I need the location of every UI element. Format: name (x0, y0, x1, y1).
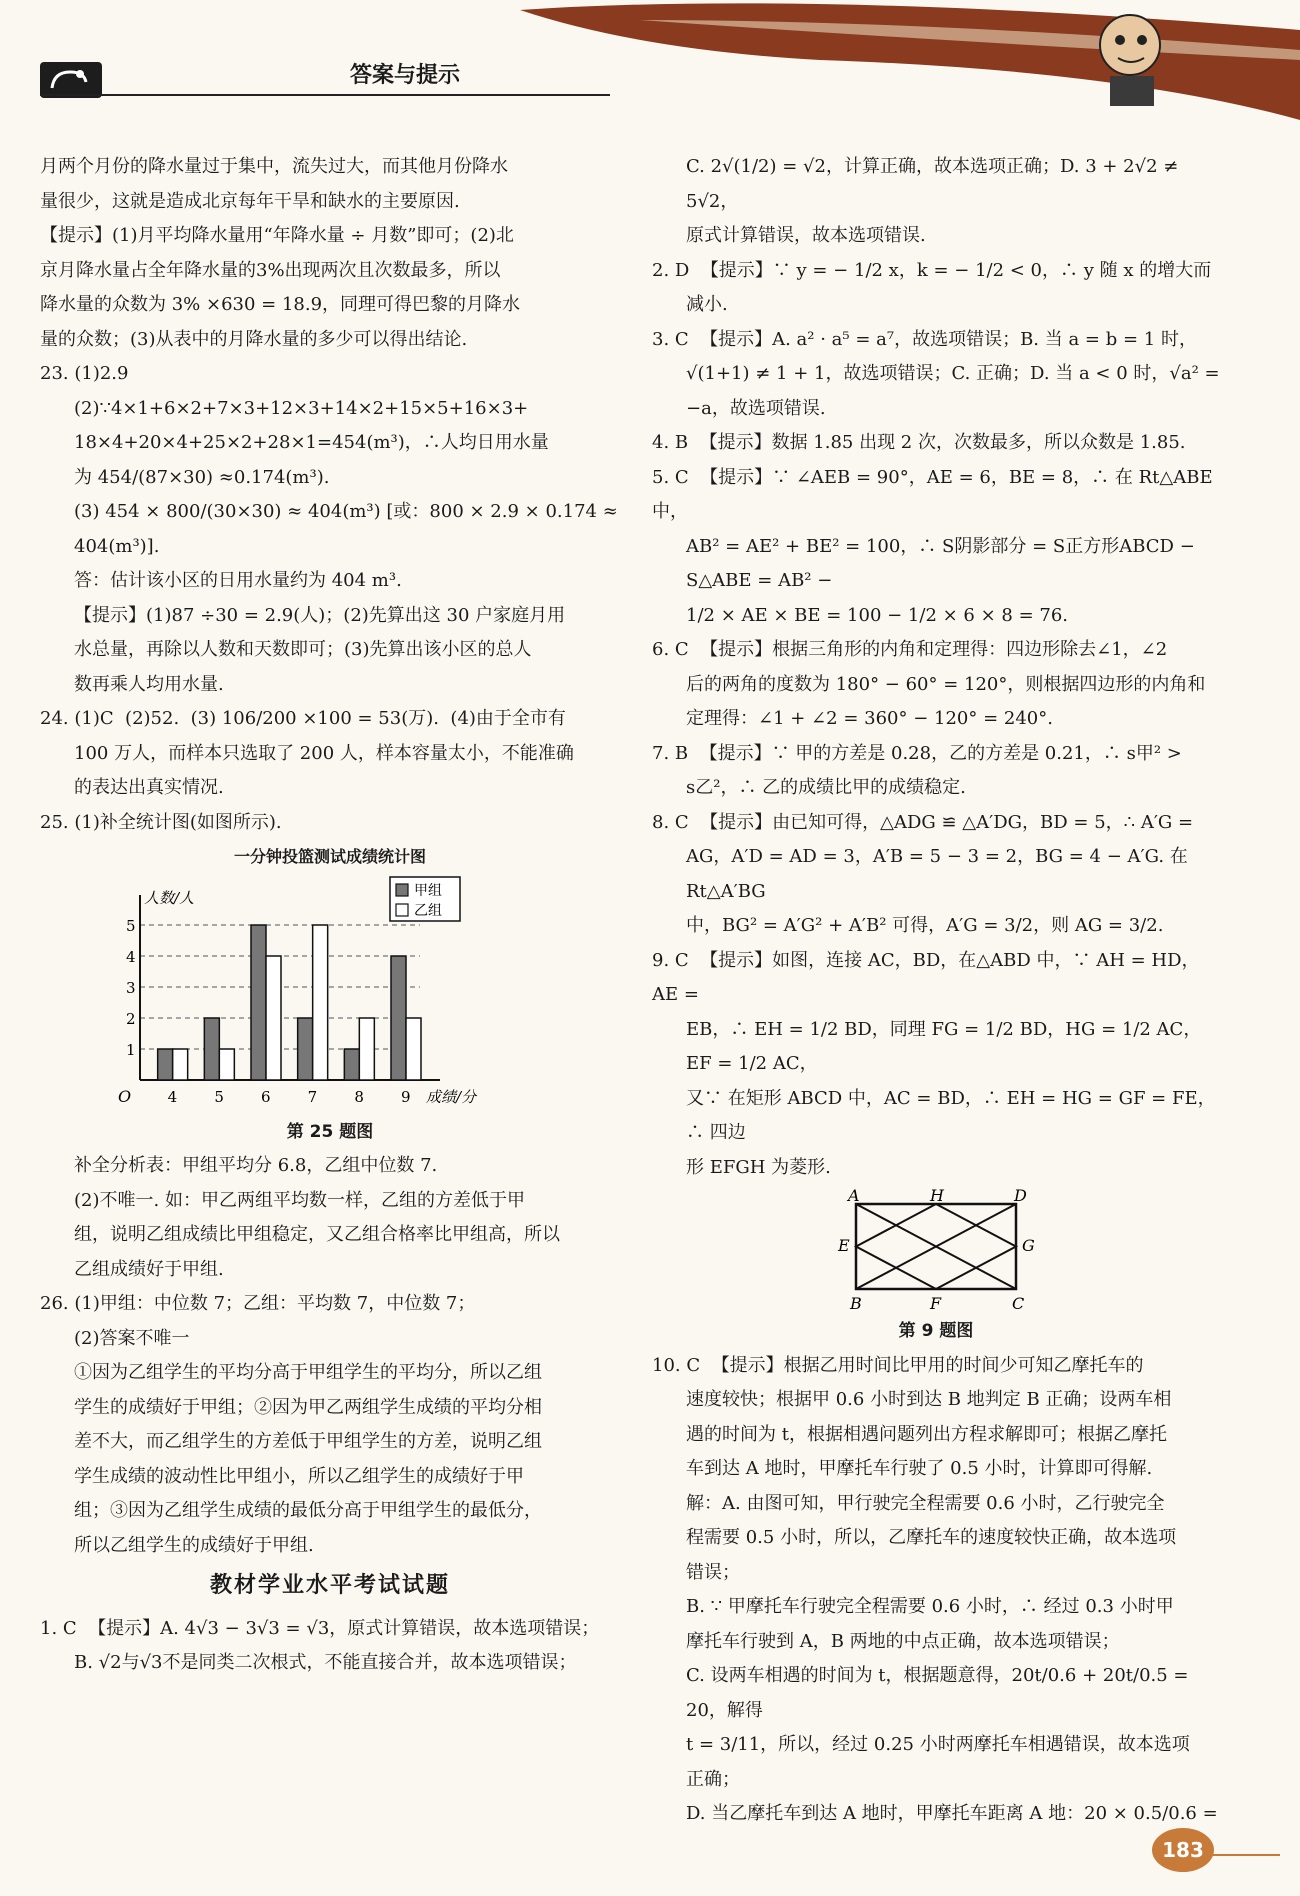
x-tick-label: 8 (354, 1087, 364, 1106)
text-line: 9. C 【提示】如图，连接 AC，BD，在△ABD 中，∵ AH = HD，AE = (652, 949, 1200, 1005)
text-line: 中，BG² = A′G² + A′B² 可得，A′G = 3/2，则 AG = 3/2. (686, 915, 1164, 936)
bar-yi (219, 1049, 234, 1080)
text-line: 4. B 【提示】数据 1.85 出现 2 次，次数最多，所以众数是 1.85. (652, 432, 1186, 453)
chart-title: 一分钟投篮测试成绩统计图 (233, 847, 426, 866)
text-line: 学生的成绩好于甲组；②因为甲乙两组学生成绩的平均分相 (74, 1396, 542, 1418)
text-line: 原式计算错误，故本选项错误. (686, 225, 926, 246)
text-line: 组；③因为乙组学生成绩的最低分高于甲组学生的最低分， (74, 1500, 542, 1521)
x-tick-label: 5 (214, 1087, 224, 1106)
x-tick-label: 7 (307, 1087, 318, 1106)
text-line: D. 当乙摩托车到达 A 地时，甲摩托车距离 A 地：20 × 0.5/0.6 = (686, 1803, 1218, 1824)
right-column (652, 150, 1220, 1832)
text-line: 24. (1)C (2)52. (3) 106/200 ×100 = 53(万). (4)由于全市有 (40, 708, 566, 729)
origin-label: O (118, 1086, 132, 1106)
text-line: 404(m³)]. (74, 535, 160, 557)
text-line: t = 3/11，所以，经过 0.25 小时两摩托车相遇错误，故本选项 (686, 1734, 1190, 1755)
bar-jia (391, 956, 406, 1080)
vertex-label-d: D (1014, 1189, 1027, 1205)
text-line: 月两个月份的降水量过于集中，流失过大，而其他月份降水 (40, 156, 508, 177)
text-line: C. 2√(1/2) = √2，计算正确，故本选项正确；D. 3 + 2√2 ≠ 5√2， (686, 156, 1185, 212)
text-line: 为 454/(87×30) ≈0.174(m³). (74, 466, 330, 488)
text-line: 25. (1)补全统计图(如图所示). (40, 811, 282, 833)
text-line: B. ∵ 甲摩托车行驶完全程需要 0.6 小时，∴ 经过 0.3 小时甲 (686, 1596, 1174, 1617)
vertex-label-h: H (930, 1189, 944, 1205)
page-number: 183 (1152, 1828, 1214, 1872)
bar-yi (266, 956, 281, 1080)
text-line: 答：估计该小区的日用水量约为 404 m³. (74, 570, 402, 591)
text-line: √(1+1) ≠ 1 + 1，故选项错误；C. 正确；D. 当 a < 0 时，√a² = (686, 363, 1220, 384)
text-line: EB，∴ EH = 1/2 BD，同理 FG = 1/2 BD，HG = 1/2 AC，EF = 1/2 AC， (686, 1018, 1202, 1074)
text-line: 减小. (686, 294, 728, 315)
text-line: 数再乘人均用水量. (74, 673, 224, 695)
text-line: (2)∵4×1+6×2+7×3+12×3+14×2+15×5+16×3+ (74, 397, 529, 419)
left-column (40, 150, 620, 1681)
text-line: 100 万人，而样本只选取了 200 人，样本容量太小，不能准确 (74, 742, 574, 764)
y-tick-label: 2 (126, 1009, 136, 1028)
text-line: AB² = AE² + BE² = 100，∴ S阴影部分 = S正方形ABCD − S△ABE = AB² − (686, 535, 1201, 591)
section-title: 教材学业水平考试试题 (209, 1573, 450, 1598)
text-line: 定理得：∠1 + ∠2 = 360° − 120° = 240°. (686, 708, 1053, 729)
text-line: 1. C 【提示】A. 4√3 − 3√3 = √3，原式计算错误，故本选项错误； (40, 1617, 600, 1639)
legend-label: 乙组 (414, 902, 442, 919)
text-line: 后的两角的度数为 180° − 60° = 120°，则根据四边形的内角和 (686, 673, 1206, 695)
text-line: 学生成绩的波动性比甲组小，所以乙组学生的成绩好于甲 (74, 1465, 524, 1487)
text-line: (2)不唯一. 如：甲乙两组平均数一样，乙组的方差低于甲 (74, 1189, 525, 1211)
x-axis-label: 成绩/分 (426, 1087, 477, 1106)
header-divider (40, 94, 610, 96)
text-line: 3. C 【提示】A. a² · a⁵ = a⁷，故选项错误；B. 当 a = b = 1 时， (652, 328, 1197, 350)
y-tick-label: 4 (126, 947, 136, 966)
bar-jia (251, 925, 266, 1080)
text-line: 7. B 【提示】∵ 甲的方差是 0.28，乙的方差是 0.21，∴ s甲² > (652, 742, 1182, 764)
text-line: 解：A. 由图可知，甲行驶完全程需要 0.6 小时，乙行驶完全 (686, 1492, 1165, 1514)
bar-yi (313, 925, 328, 1080)
text-line: (3) 454 × 800/(30×30) ≈ 404(m³) [或：800 × 2.9 × 0.174 ≈ (74, 501, 618, 522)
y-axis-label: 人数/人 (144, 888, 195, 907)
text-line: ①因为乙组学生的平均分高于甲组学生的平均分，所以乙组 (74, 1362, 542, 1383)
text-line: (2)答案不唯一 (74, 1327, 190, 1349)
text-line: 【提示】(1)87 ÷30 = 2.9(人)；(2)先算出这 30 户家庭月用 (74, 604, 566, 626)
text-line: 又∵ 在矩形 ABCD 中，AC = BD，∴ EH = HG = GF = FE，∴ 四边 (686, 1087, 1216, 1143)
bar-jia (158, 1049, 173, 1080)
bar-yi (173, 1049, 188, 1080)
bar-chart (100, 875, 520, 1115)
y-tick-label: 5 (126, 916, 136, 935)
x-tick-label: 6 (261, 1087, 271, 1106)
text-line: 补全分析表：甲组平均分 6.8，乙组中位数 7. (74, 1155, 438, 1176)
text-line: 正确； (686, 1768, 740, 1790)
legend-label: 甲组 (414, 882, 442, 899)
text-line: AG，A′D = AD = 3，A′B = 5 − 3 = 2，BG = 4 − A′G. 在 Rt△A′BG (686, 846, 1194, 902)
bar-jia (298, 1018, 313, 1080)
page-number-rule (1210, 1854, 1280, 1856)
text-line: 5. C 【提示】∵ ∠AEB = 90°，AE = 6，BE = 8，∴ 在 Rt△ABE 中， (652, 466, 1219, 522)
text-line: −a，故选项错误. (686, 397, 826, 419)
text-line: s乙²，∴ 乙的成绩比甲的成绩稳定. (686, 777, 966, 798)
vertex-label-b: B (850, 1294, 862, 1313)
text-line: 所以乙组学生的成绩好于甲组. (74, 1534, 314, 1556)
bar-jia (204, 1018, 219, 1080)
bar-jia (344, 1049, 359, 1080)
text-line: 乙组成绩好于甲组. (74, 1258, 224, 1280)
x-tick-label: 9 (401, 1087, 411, 1106)
page-header-title: 答案与提示 (349, 63, 460, 88)
text-line: 10. C 【提示】根据乙用时间比甲用的时间少可知乙摩托车的 (652, 1354, 1144, 1376)
text-line: 量的众数；(3)从表中的月降水量的多少可以得出结论. (40, 328, 468, 350)
y-tick-label: 3 (126, 978, 136, 997)
vertex-label-f: F (930, 1294, 942, 1313)
text-line: 车到达 A 地时，甲摩托车行驶了 0.5 小时，计算即可得解. (686, 1458, 1153, 1479)
text-line: B. √2与√3不是同类二次根式，不能直接合并，故本选项错误； (74, 1652, 577, 1673)
figure-caption: 第 25 题图 (286, 1121, 374, 1142)
vertex-label-e: E (838, 1236, 850, 1255)
text-line: 8. C 【提示】由已知可得，△ADG ≌ △A′DG，BD = 5，∴ A′G = (652, 811, 1194, 833)
text-line: 差不大，而乙组学生的方差低于甲组学生的方差，说明乙组 (74, 1431, 542, 1452)
text-line: 水总量，再除以人数和天数即可；(3)先算出该小区的总人 (74, 639, 532, 660)
text-line: 错误； (686, 1561, 740, 1583)
text-line: 26. (1)甲组：中位数 7；乙组：平均数 7，中位数 7； (40, 1293, 476, 1314)
text-line: 量很少，这就是造成北京每年干旱和缺水的主要原因. (40, 190, 460, 212)
text-line: 的表达出真实情况. (74, 777, 224, 798)
bar-yi (406, 1018, 421, 1080)
y-tick-label: 1 (126, 1040, 136, 1059)
text-line: 1/2 × AE × BE = 100 − 1/2 × 6 × 8 = 76. (686, 604, 1069, 626)
text-line: 京月降水量占全年降水量的3%出现两次且次数最多，所以 (40, 259, 501, 281)
text-line: 形 EFGH 为菱形. (686, 1156, 831, 1178)
text-line: 摩托车行驶到 A，B 两地的中点正确，故本选项错误； (686, 1630, 1120, 1652)
vertex-label-c: C (1012, 1294, 1025, 1313)
text-line: 18×4+20×4+25×2+28×1=454(m³)，∴人均日用水量 (74, 432, 549, 453)
x-tick-label: 4 (167, 1087, 178, 1106)
text-line: 6. C 【提示】根据三角形的内角和定理得：四边形除去∠1，∠2 (652, 639, 1168, 660)
text-line: 遇的时间为 t，根据相遇问题列出方程求解即可；根据乙摩托 (686, 1423, 1167, 1445)
vertex-label-g: G (1022, 1236, 1035, 1255)
legend-swatch (396, 884, 408, 896)
text-line: 速度较快；根据甲 0.6 小时到达 B 地判定 B 正确；设两车相 (686, 1389, 1172, 1410)
text-line: C. 设两车相遇的时间为 t，根据题意得，20t/0.6 + 20t/0.5 = 20，解得 (686, 1665, 1195, 1721)
text-line: 【提示】(1)月平均降水量用“年降水量 ÷ 月数”即可；(2)北 (40, 225, 514, 246)
figure-caption: 第 9 题图 (898, 1321, 974, 1341)
legend-swatch (396, 904, 408, 916)
bar-yi (359, 1018, 374, 1080)
text-line: 组，说明乙组成绩比甲组稳定，又乙组合格率比甲组高，所以 (74, 1224, 560, 1245)
text-line: 2. D 【提示】∵ y = − 1/2 x，k = − 1/2 < 0，∴ y 随 x 的增大而 (652, 259, 1212, 281)
vertex-label-a: A (848, 1189, 860, 1205)
text-line: 程需要 0.5 小时，所以，乙摩托车的速度较快正确，故本选项 (686, 1527, 1177, 1548)
text-line: 23. (1)2.9 (40, 363, 129, 384)
text-line: 降水量的众数为 3% ×630 = 18.9，同理可得巴黎的月降水 (40, 294, 521, 315)
rectangle-figure (826, 1189, 1046, 1314)
